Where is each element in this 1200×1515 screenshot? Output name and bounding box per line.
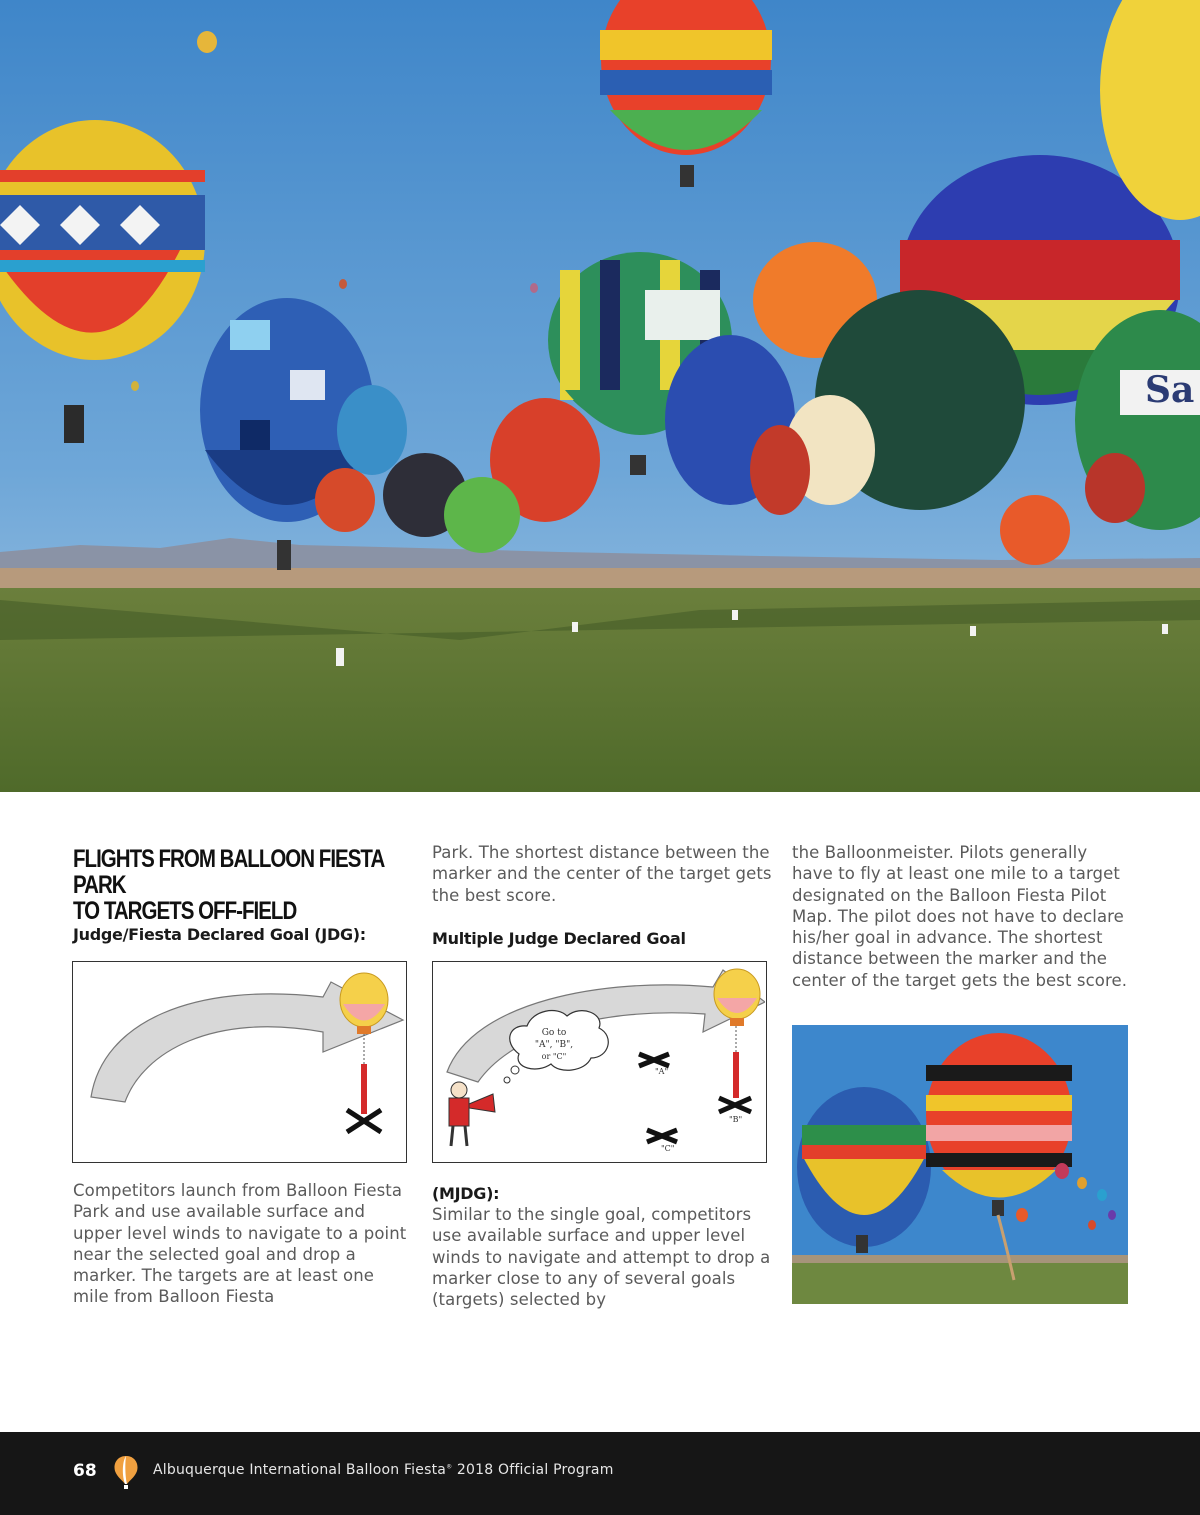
heading-line-1: FLIGHTS FROM BALLOON FIESTA PARK bbox=[73, 845, 384, 899]
page-number: 68 bbox=[73, 1461, 97, 1481]
page-footer bbox=[0, 1432, 1200, 1515]
mjdg-diagram bbox=[432, 961, 767, 1163]
target-b-label: "B" bbox=[729, 1115, 743, 1124]
hero-balloon-text: Sa bbox=[1145, 369, 1195, 411]
bubble-line-2: "A", "B", bbox=[534, 1040, 574, 1050]
section-heading bbox=[73, 846, 401, 924]
marker-streamer bbox=[733, 1052, 739, 1098]
heading-line-2: TO TARGETS OFF-FIELD bbox=[73, 897, 297, 925]
judge-megaphone-icon bbox=[449, 1082, 495, 1146]
balloons-photo bbox=[792, 1025, 1128, 1304]
target-c-label: "C" bbox=[661, 1144, 675, 1153]
bubble-line-3: or "C" bbox=[541, 1052, 567, 1061]
col2-top-body: Park. The shortest distance between the marker and the center of the target gets the best score. bbox=[432, 843, 772, 905]
bubble-line-1: Go to bbox=[541, 1028, 567, 1038]
target-a-icon bbox=[639, 1054, 669, 1076]
column-1 bbox=[73, 842, 413, 944]
footer-text bbox=[153, 1462, 614, 1478]
fiesta-logo-icon bbox=[113, 1454, 139, 1490]
col3-body: the Balloonmeister. Pilots generally have to fly at least one mile to a target designated on the Balloon Fiesta Pilot Map. The pilot does not have to declare his/her goal in advance. The shortest distance between the marker and the center of the target gets the best score. bbox=[792, 843, 1128, 990]
target-a-label: "A" bbox=[655, 1067, 669, 1076]
mjdg-title: Multiple Judge Declared Goal bbox=[432, 929, 686, 948]
registered-mark: ® bbox=[446, 1463, 453, 1471]
mjdg-abbr: (MJDG): bbox=[432, 1184, 500, 1203]
target-c-icon bbox=[647, 1130, 677, 1153]
footer-event-name: Albuquerque International Balloon Fiesta bbox=[153, 1462, 447, 1478]
jdg-title: Judge/Fiesta Declared Goal (JDG): bbox=[73, 925, 366, 944]
col1-body: Competitors launch from Balloon Fiesta Park and use available surface and upper level winds to navigate to a point near the selected goal and drop a marker. The targets are at least one mile from Balloon Fiesta bbox=[73, 1181, 407, 1307]
footer-program-name: 2018 Official Program bbox=[452, 1462, 614, 1478]
jdg-diagram bbox=[72, 961, 407, 1163]
marker-streamer bbox=[361, 1064, 367, 1114]
col2-bottom-body: Similar to the single goal, competitors use available surface and upper level winds to navigate and attempt to drop a marker close to any of several goals (targets) selected by bbox=[432, 1205, 771, 1310]
target-b-icon bbox=[719, 1098, 751, 1124]
